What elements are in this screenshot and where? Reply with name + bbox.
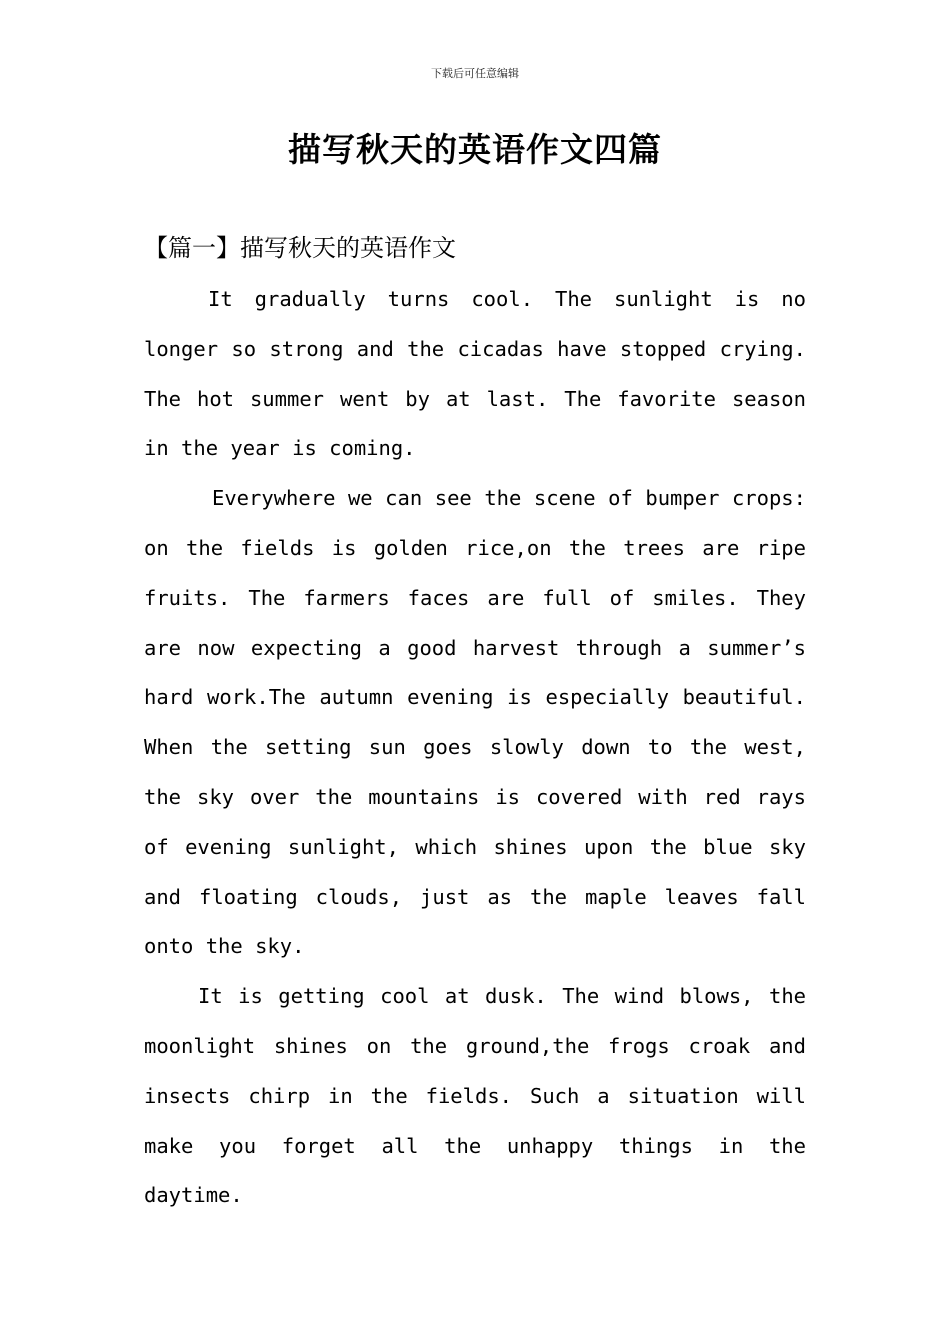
essay-body xyxy=(144,275,806,1221)
essay-paragraph-2: Everywhere we can see the scene of bumper crops: on the fields is golden rice,on the trees are ripe fruits. The farmers faces are full of smiles. They are now expecting a good harvest through a summer’s hard work.The autumn evening is especially beautiful. When the setting sun goes slowly down to the west, the sky over the mountains is covered with red rays of evening sunlight, which shines upon the blue sky and floating clouds, just as the maple leaves fall onto the sky. xyxy=(144,486,806,959)
document-title: 描写秋天的英语作文四篇 xyxy=(288,130,662,169)
header-note: 下载后可任意编辑 xyxy=(431,67,519,80)
section-heading: 【篇一】描写秋天的英语作文 xyxy=(144,234,456,262)
essay-paragraph-3: It is getting cool at dusk. The wind blows, the moonlight shines on the ground,the frogs croak and insects chirp in the fields. Such a situation will make you forget all the unhappy things in the daytime. xyxy=(144,984,806,1208)
essay-paragraph-1: It gradually turns cool. The sunlight is no longer so strong and the cicadas have stopped crying. The hot summer went by at last. The favorite season in the year is coming. xyxy=(144,287,806,461)
